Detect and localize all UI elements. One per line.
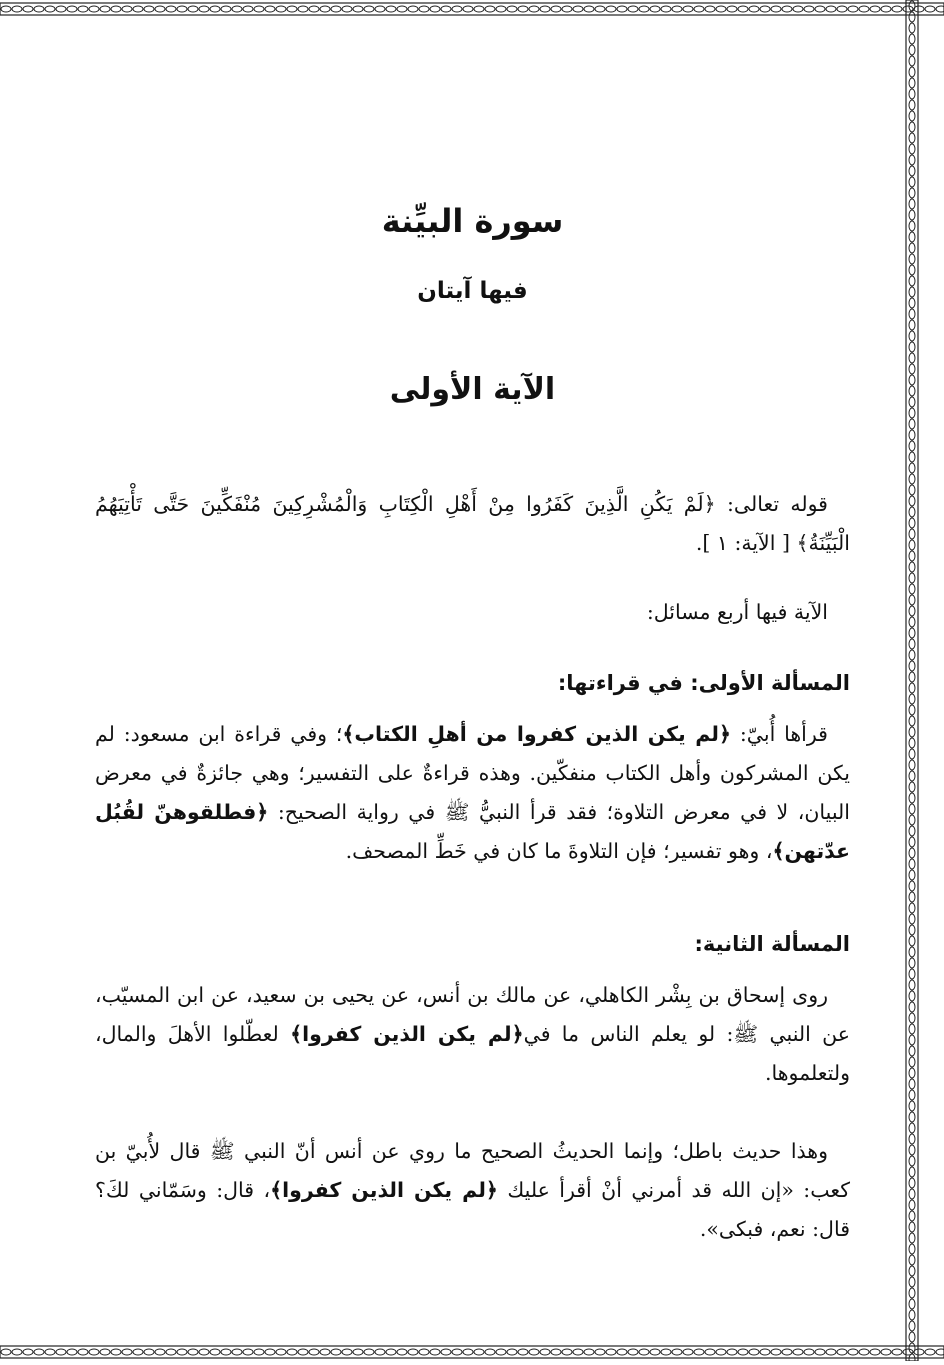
intro-verse: ﴿لَمْ يَكُنِ الَّذِينَ كَفَرُوا مِنْ أَهْلِ الْكِتَابِ وَالْمُشْرِكِينَ مُنْفَكِّينَ حَتَّى تَأْتِيَهُمُ الْبَيِّنَةُ﴾ bbox=[95, 492, 850, 555]
issues-count bbox=[95, 593, 850, 632]
issue1-text-1: قرأها أُبيّ: bbox=[739, 722, 828, 746]
intro-lead: قوله تعالى: bbox=[726, 492, 828, 516]
para3-text-1: وهذا حديث باطل؛ وإنما الحديثُ الصحيح ما روي عن أنس أنّ النبي ﷺ قال لأُبيّ بن كعب: «إن الله قد أمرني أنْ أقرأ عليك bbox=[95, 1139, 850, 1202]
issue1-text-3: ، وهو تفسير؛ فإن التلاوةَ ما كان في خَطِّ المصحف. bbox=[345, 839, 773, 863]
para3-text-2: ، قال: وسَمّاني لكَ؟ قال: نعم، فبكى». bbox=[95, 1178, 850, 1241]
intro-ref: [ الآية: ١ ]. bbox=[695, 531, 790, 555]
issue2-quote-1: ﴿لم يكن الذين كفروا﴾ bbox=[290, 1022, 524, 1046]
decorative-border-top bbox=[0, 0, 944, 18]
verse-heading: الآية الأولى bbox=[389, 372, 556, 407]
decorative-border-right bbox=[903, 0, 921, 1361]
paragraph-3 bbox=[95, 1132, 850, 1249]
issue1-text-2: ؛ وفي قراءة ابن مسعود: لم يكن المشركون وأهل الكتاب منفكّين. وهذه قراءةٌ على التفسير؛ وهي جائزةٌ في معرض البيان، لا في معرض التلاوة؛ فقد قرأ النبيُّ ﷺ في رواية الصحيح: bbox=[95, 722, 850, 824]
issue2-text-2: لعطّلوا الأهلَ والمال، ولتعلموها. bbox=[95, 1022, 850, 1085]
issue1-paragraph bbox=[95, 715, 850, 871]
para3-quote-1: ﴿لم يكن الذين كفروا﴾ bbox=[270, 1178, 498, 1202]
page-content bbox=[95, 150, 850, 1320]
issue2-text-1: روى إسحاق بن بِشْر الكاهلي، عن مالك بن أنس، عن يحيى بن سعيد، عن ابن المسيّب، عن النبي ﷺ: لو يعلم الناس ما في bbox=[95, 983, 850, 1046]
verse-count: فيها آيتان bbox=[417, 278, 528, 304]
intro-paragraph bbox=[95, 485, 850, 563]
issues-count-text: الآية فيها أربع مسائل: bbox=[646, 600, 828, 624]
issue1-quote-2: ﴿فطلقوهنّ لقُبُل عدّتهن﴾ bbox=[95, 800, 850, 863]
issue2-paragraph bbox=[95, 976, 850, 1093]
issue1-quote-1: ﴿لم يكن الذين كفروا من أهلِ الكتاب﴾ bbox=[342, 722, 732, 746]
surah-title: سورة البيِّنة bbox=[381, 202, 564, 240]
decorative-border-bottom bbox=[0, 1343, 944, 1361]
issue2-heading: المسألة الثانية: bbox=[694, 932, 850, 956]
issue1-heading: المسألة الأولى: في قراءتها: bbox=[557, 671, 850, 695]
